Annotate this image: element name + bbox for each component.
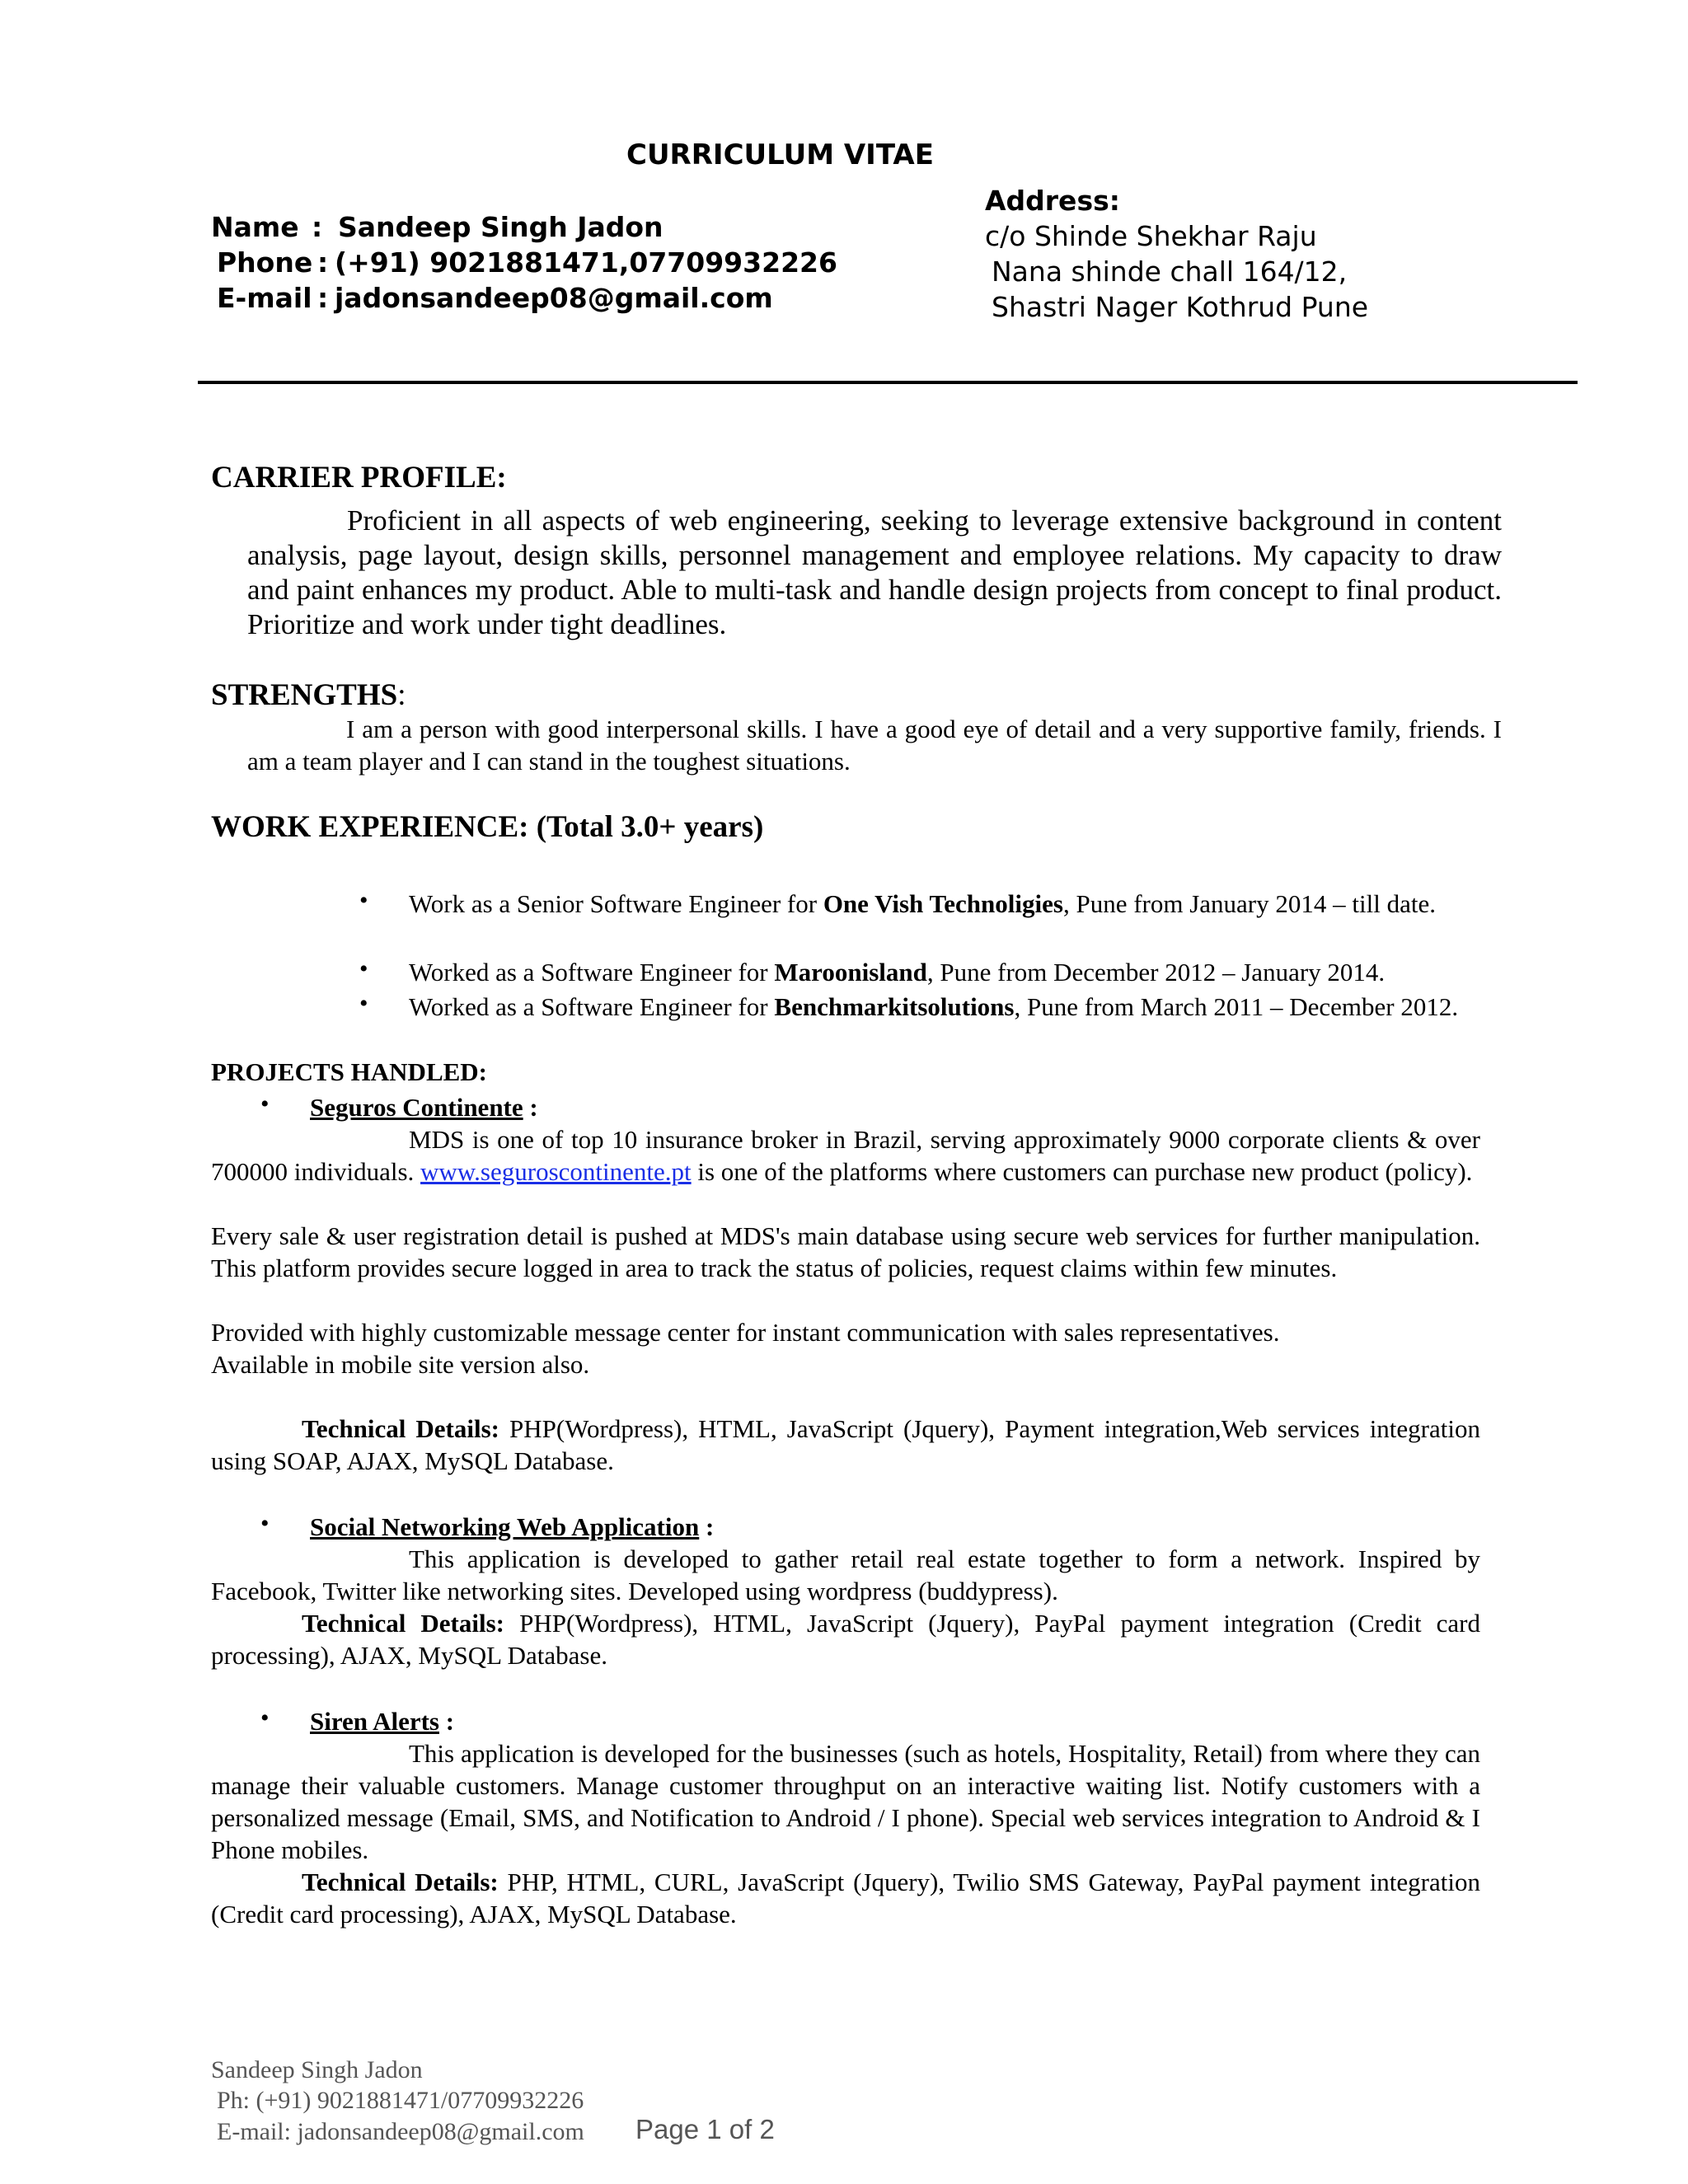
header-divider bbox=[198, 381, 1578, 384]
bullet-icon: • bbox=[359, 887, 368, 914]
bullet-icon: • bbox=[260, 1704, 270, 1732]
technical-details: Technical Details: PHP(Wordpress), HTML, JavaScript (Jquery), PayPal payment integration (Credit card processing), AJAX, MySQL Database. bbox=[211, 1609, 1480, 1670]
project-title: Social Networking Web Application : bbox=[310, 1512, 715, 1541]
page-number: Page 1 of 2 bbox=[635, 2114, 775, 2144]
technical-details: Technical Details: PHP(Wordpress), HTML, JavaScript (Jquery), Payment integration,Web services integration using SOAP, AJAX, MySQL Database. bbox=[211, 1414, 1480, 1475]
profile-text: Proficient in all aspects of web engineering, seeking to leverage extensive background in content analysis, page layout, design skills, personnel management and employee relations. My capacity to draw and paint enhances my product. Able to multi-task and handle design projects from concept to final product. Prioritize and work under tight deadlines. bbox=[247, 504, 1502, 640]
project-name: Social Networking Web Application bbox=[310, 1512, 700, 1541]
name-label: Name bbox=[211, 211, 299, 243]
company-name: Maroonisland bbox=[774, 958, 927, 987]
experience-item: Work as a Senior Software Engineer for One Vish Technoligies, Pune from January 2014 – till date. bbox=[409, 889, 1436, 918]
experience-item: Worked as a Software Engineer for Benchmarkitsolutions, Pune from March 2011 – December 2012. bbox=[409, 992, 1459, 1021]
technical-label: Technical Details: bbox=[302, 1414, 499, 1443]
project-title: Seguros Continente : bbox=[310, 1093, 538, 1122]
company-name: One Vish Technoligies bbox=[823, 889, 1063, 918]
technical-details: Technical Details: PHP, HTML, CURL, JavaScript (Jquery), Twilio SMS Gateway, PayPal payment integration (Credit card processing), AJAX, MySQL Database. bbox=[211, 1868, 1480, 1929]
page-title: CURRICULUM VITAE bbox=[626, 138, 934, 171]
profile-heading: CARRIER PROFILE: bbox=[211, 461, 507, 494]
experience-heading: WORK EXPERIENCE: (Total 3.0+ years) bbox=[211, 810, 764, 844]
technical-label: Technical Details: bbox=[302, 1609, 504, 1638]
phone-sep: : bbox=[317, 246, 329, 279]
email-sep: : bbox=[317, 282, 329, 314]
address-line: Shastri Nager Kothrud Pune bbox=[992, 291, 1369, 323]
project-description: This application is developed for the businesses (such as hotels, Hospitality, Retail) from where they can manage their valuable customers. Manage customer throughput on an interactive waiting list. Notify customers with a personalized message (Email, SMS, and Notification to Android / I phone). Special web services integration to Android & I Phone mobiles. bbox=[211, 1739, 1480, 1864]
bullet-icon: • bbox=[359, 990, 368, 1017]
bullet-icon: • bbox=[260, 1090, 270, 1118]
project-description: This application is developed to gather retail real estate together to form a network. Inspired by Facebook, Twitter like networking sites. Developed using wordpress (buddypress). bbox=[211, 1544, 1480, 1605]
project-title: Siren Alerts : bbox=[310, 1707, 455, 1736]
technical-label: Technical Details: bbox=[302, 1868, 499, 1896]
projects-heading: PROJECTS HANDLED: bbox=[211, 1057, 488, 1086]
phone-value: (+91) 9021881471,07709932226 bbox=[335, 246, 837, 279]
address-line: Nana shinde chall 164/12, bbox=[992, 255, 1348, 288]
address-line: c/o Shinde Shekhar Raju bbox=[985, 220, 1317, 252]
footer-name: Sandeep Singh Jadon bbox=[211, 2056, 423, 2083]
strengths-title: STRENGTHS bbox=[211, 678, 398, 712]
strengths-colon: : bbox=[397, 678, 406, 712]
project-name: Seguros Continente bbox=[310, 1093, 523, 1122]
project-description: MDS is one of top 10 insurance broker in Brazil, serving approximately 9000 corporate clients & over 700000 individuals. www.seguroscontinente.pt is one of the platforms where customers can purchase new product (policy). bbox=[211, 1125, 1480, 1186]
strengths-text: I am a person with good interpersonal skills. I have a good eye of detail and a very supportive family, friends. I am a team player and I can stand in the toughest situations. bbox=[247, 715, 1502, 776]
name-sep: : bbox=[312, 211, 323, 243]
name-value: Sandeep Singh Jadon bbox=[338, 211, 663, 243]
bullet-icon: • bbox=[359, 955, 368, 982]
project-name: Siren Alerts bbox=[310, 1707, 439, 1736]
email-value: jadonsandeep08@gmail.com bbox=[335, 282, 773, 314]
phone-label: Phone bbox=[217, 246, 313, 279]
bullet-icon: • bbox=[260, 1510, 270, 1537]
company-name: Benchmarkitsolutions bbox=[774, 992, 1015, 1021]
project-paragraph: Provided with highly customizable message center for instant communication with sales representatives. bbox=[211, 1318, 1280, 1347]
strengths-heading bbox=[211, 677, 406, 713]
project-paragraph: Available in mobile site version also. bbox=[211, 1350, 590, 1379]
project-paragraph: Every sale & user registration detail is pushed at MDS's main database using secure web services for further manipulation. This platform provides secure logged in area to track the status of policies, request claims within few minutes. bbox=[211, 1221, 1480, 1282]
experience-item: Worked as a Software Engineer for Maroonisland, Pune from December 2012 – January 2014. bbox=[409, 958, 1386, 987]
project-link[interactable]: www.seguroscontinente.pt bbox=[420, 1157, 692, 1186]
footer-email: E-mail: jadonsandeep08@gmail.com bbox=[217, 2118, 584, 2145]
footer-phone: Ph: (+91) 9021881471/07709932226 bbox=[217, 2087, 584, 2114]
address-heading: Address: bbox=[985, 185, 1120, 217]
email-label: E-mail bbox=[217, 282, 312, 314]
